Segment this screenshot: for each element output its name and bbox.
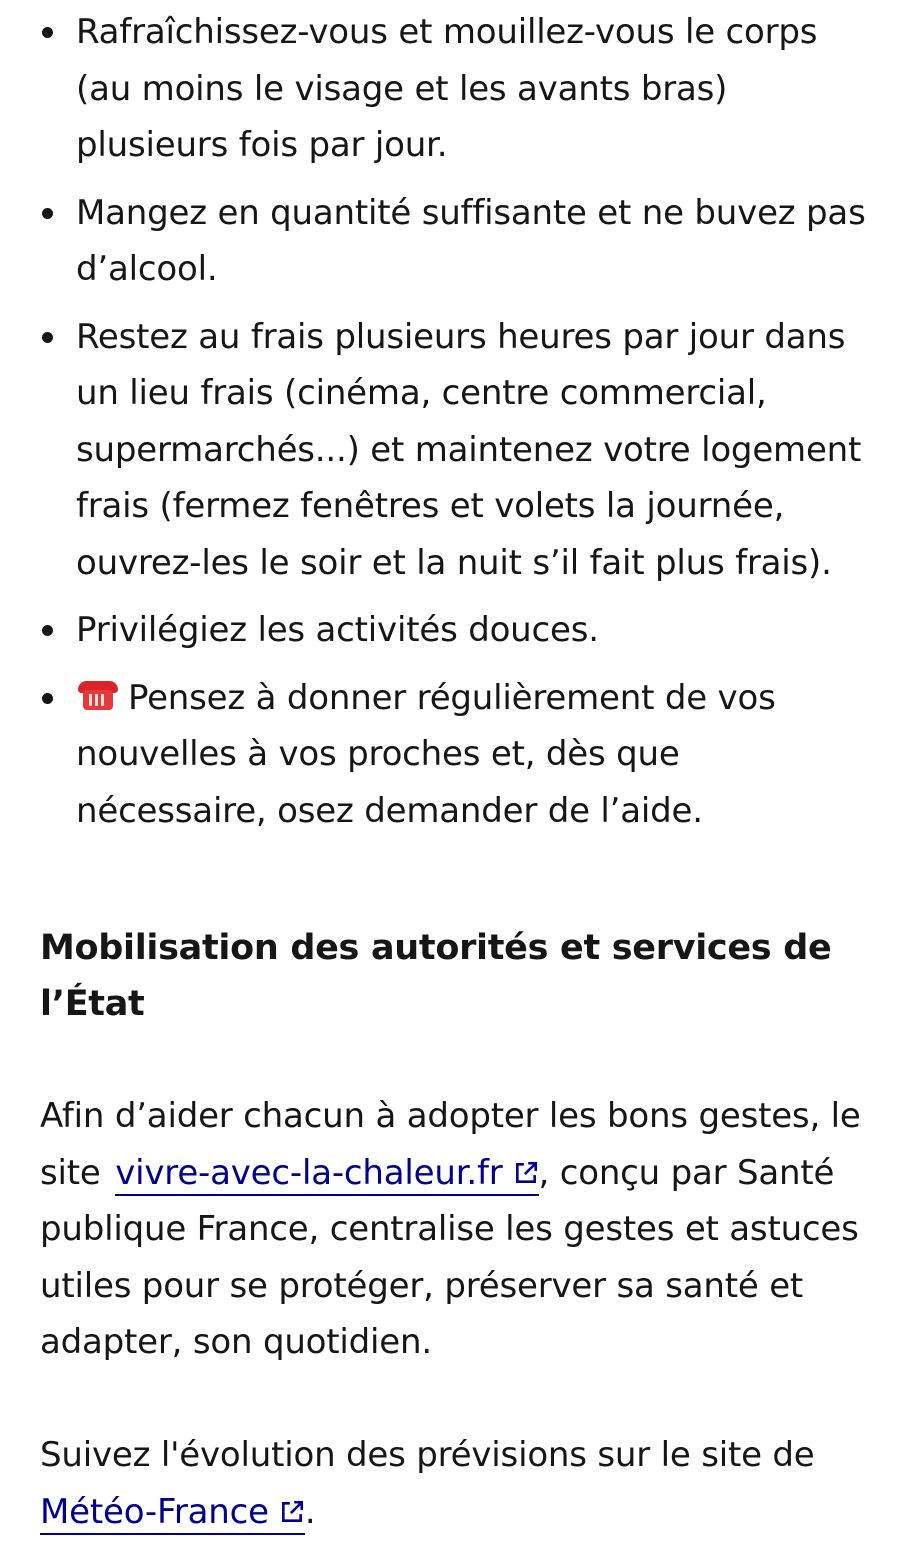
section-title: Mobilisation des autorités et services de l’État [40, 928, 832, 1024]
paragraph-text: Suivez l'évolution des prévisions sur le site de [40, 1435, 815, 1475]
list-item [40, 309, 870, 592]
paragraph-text: Afin d’aider chacun à adopter les bons gestes, le site [40, 1096, 861, 1193]
list-item [40, 4, 870, 174]
paragraph-heat-site [40, 1088, 870, 1371]
list-item-text: Privilégiez les activités douces. [76, 610, 599, 650]
bullet-icon [42, 693, 53, 704]
external-link-icon [513, 1160, 539, 1186]
bullet-icon [42, 208, 53, 219]
paragraph-text: . [304, 1491, 316, 1532]
bullet-icon [42, 27, 53, 38]
list-item-text: Mangez en quantité suffisante et ne buvez pas d’alcool. [76, 192, 866, 289]
link-label: Météo-France [40, 1491, 269, 1532]
list-item-text: Rafraîchissez-vous et mouillez-vous le corps (au moins le visage et les avants bras) plusieurs fois par jour. [76, 12, 818, 165]
list-item [40, 185, 870, 298]
paragraph-text: , conçu par Santé publique France, centralise les gestes et astuces utiles pour se protéger, préserver sa santé et adapter, son quotidien. [40, 1152, 859, 1362]
vivre-avec-la-chaleur-link[interactable] [115, 1153, 538, 1196]
list-item-text: Pensez à donner régulièrement de vos nouvelles à vos proches et, dès que nécessaire, osez demander de l’aide. [76, 677, 776, 831]
list-item [40, 670, 870, 840]
list-item-text: Restez au frais plusieurs heures par jour dans un lieu frais (cinéma, centre commercial, supermarchés...) et maintenez votre logement frais (fermez fenêtres et volets la journée, ouvrez-les le soir et la nuit s’il fait plus frais). [76, 316, 862, 583]
advice-list [40, 4, 870, 850]
link-label: vivre-avec-la-chaleur.fr [115, 1152, 503, 1193]
bullet-icon [42, 625, 53, 636]
meteo-france-link[interactable] [40, 1492, 305, 1535]
telephone-icon [76, 679, 120, 713]
bullet-icon [42, 332, 53, 343]
paragraph-meteo [40, 1427, 870, 1540]
list-item [40, 602, 870, 659]
external-link-icon [279, 1499, 305, 1525]
